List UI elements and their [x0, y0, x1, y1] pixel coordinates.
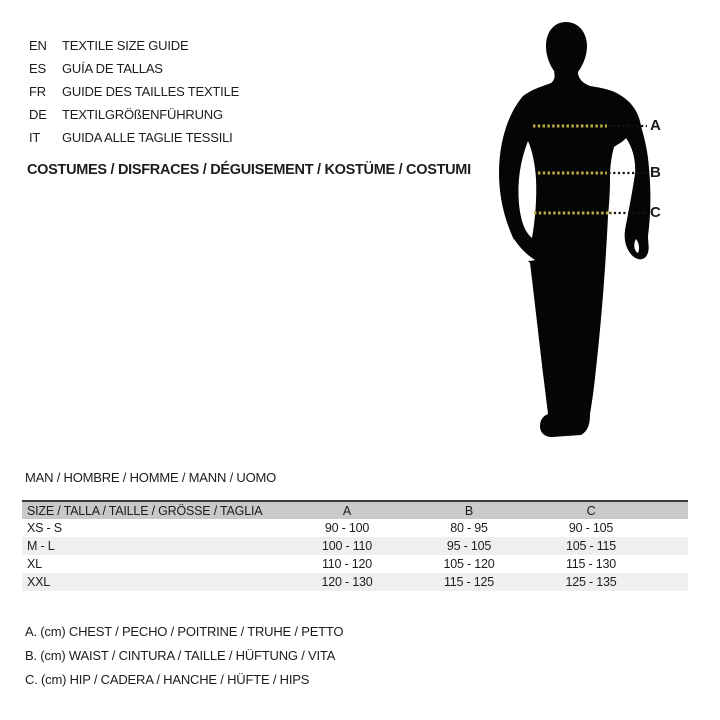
- row-value-b: 80 - 95: [450, 521, 488, 535]
- table-row: [22, 537, 688, 555]
- language-label: TEXTILE SIZE GUIDE: [62, 38, 189, 53]
- row-value-c: 115 - 130: [565, 557, 617, 571]
- language-row-it: [29, 126, 239, 149]
- row-value-c: 105 - 115: [565, 539, 617, 553]
- header-col-b: B: [464, 503, 474, 518]
- category-title: COSTUMES / DISFRACES / DÉGUISEMENT / KOSTÜME / COSTUMI: [27, 162, 471, 178]
- row-size: M - L: [27, 539, 55, 553]
- size-table: [22, 500, 688, 591]
- header-col-a: A: [342, 503, 352, 518]
- table-row: [22, 555, 688, 573]
- language-guide-list: [29, 34, 239, 149]
- row-value-a: 90 - 100: [324, 521, 370, 535]
- legend-hip: C. (cm) HIP / CADERA / HANCHE / HÜFTE / HIPS: [25, 672, 310, 687]
- row-value-a: 100 - 110: [321, 539, 373, 553]
- language-label: GUÍA DE TALLAS: [62, 61, 163, 76]
- measurement-legend: [25, 620, 343, 692]
- language-code: FR: [29, 84, 46, 99]
- measure-label-hip: C: [650, 204, 661, 221]
- section-title-man: MAN / HOMBRE / HOMME / MANN / UOMO: [25, 470, 277, 485]
- legend-chest: A. (cm) CHEST / PECHO / POITRINE / TRUHE / PETTO: [25, 624, 344, 639]
- row-value-a: 120 - 130: [321, 575, 373, 589]
- measure-label-chest: A: [650, 117, 661, 134]
- language-code: DE: [29, 107, 47, 122]
- measure-label-waist: B: [650, 164, 661, 181]
- row-value-c: 90 - 105: [568, 521, 614, 535]
- language-row-es: [29, 57, 239, 80]
- row-size: XL: [27, 557, 42, 571]
- row-size: XXL: [27, 575, 51, 589]
- header-size-label: SIZE / TALLA / TAILLE / GRÖSSE / TAGLIA: [27, 503, 263, 518]
- man-silhouette: [499, 22, 650, 437]
- language-label: GUIDE DES TAILLES TEXTILE: [62, 84, 240, 99]
- language-label: GUIDA ALLE TAGLIE TESSILI: [62, 130, 233, 145]
- row-value-b: 115 - 125: [443, 575, 495, 589]
- table-header-row: [22, 502, 688, 519]
- language-row-de: [29, 103, 239, 126]
- language-code: ES: [29, 61, 46, 76]
- header-col-c: C: [586, 503, 596, 518]
- table-row: [22, 573, 688, 591]
- row-value-c: 125 - 135: [565, 575, 617, 589]
- language-row-en: [29, 34, 239, 57]
- row-size: XS - S: [27, 521, 62, 535]
- table-row: [22, 519, 688, 537]
- language-row-fr: [29, 80, 239, 103]
- row-value-b: 105 - 120: [443, 557, 495, 571]
- man-silhouette-svg: [490, 18, 670, 448]
- man-silhouette-figure: [490, 18, 670, 448]
- row-value-b: 95 - 105: [446, 539, 492, 553]
- language-code: EN: [29, 38, 47, 53]
- legend-waist: B. (cm) WAIST / CINTURA / TAILLE / HÜFTUNG / VITA: [25, 648, 336, 663]
- language-label: TEXTILGRÖßENFÜHRUNG: [62, 107, 223, 122]
- row-value-a: 110 - 120: [321, 557, 373, 571]
- language-code: IT: [29, 130, 41, 145]
